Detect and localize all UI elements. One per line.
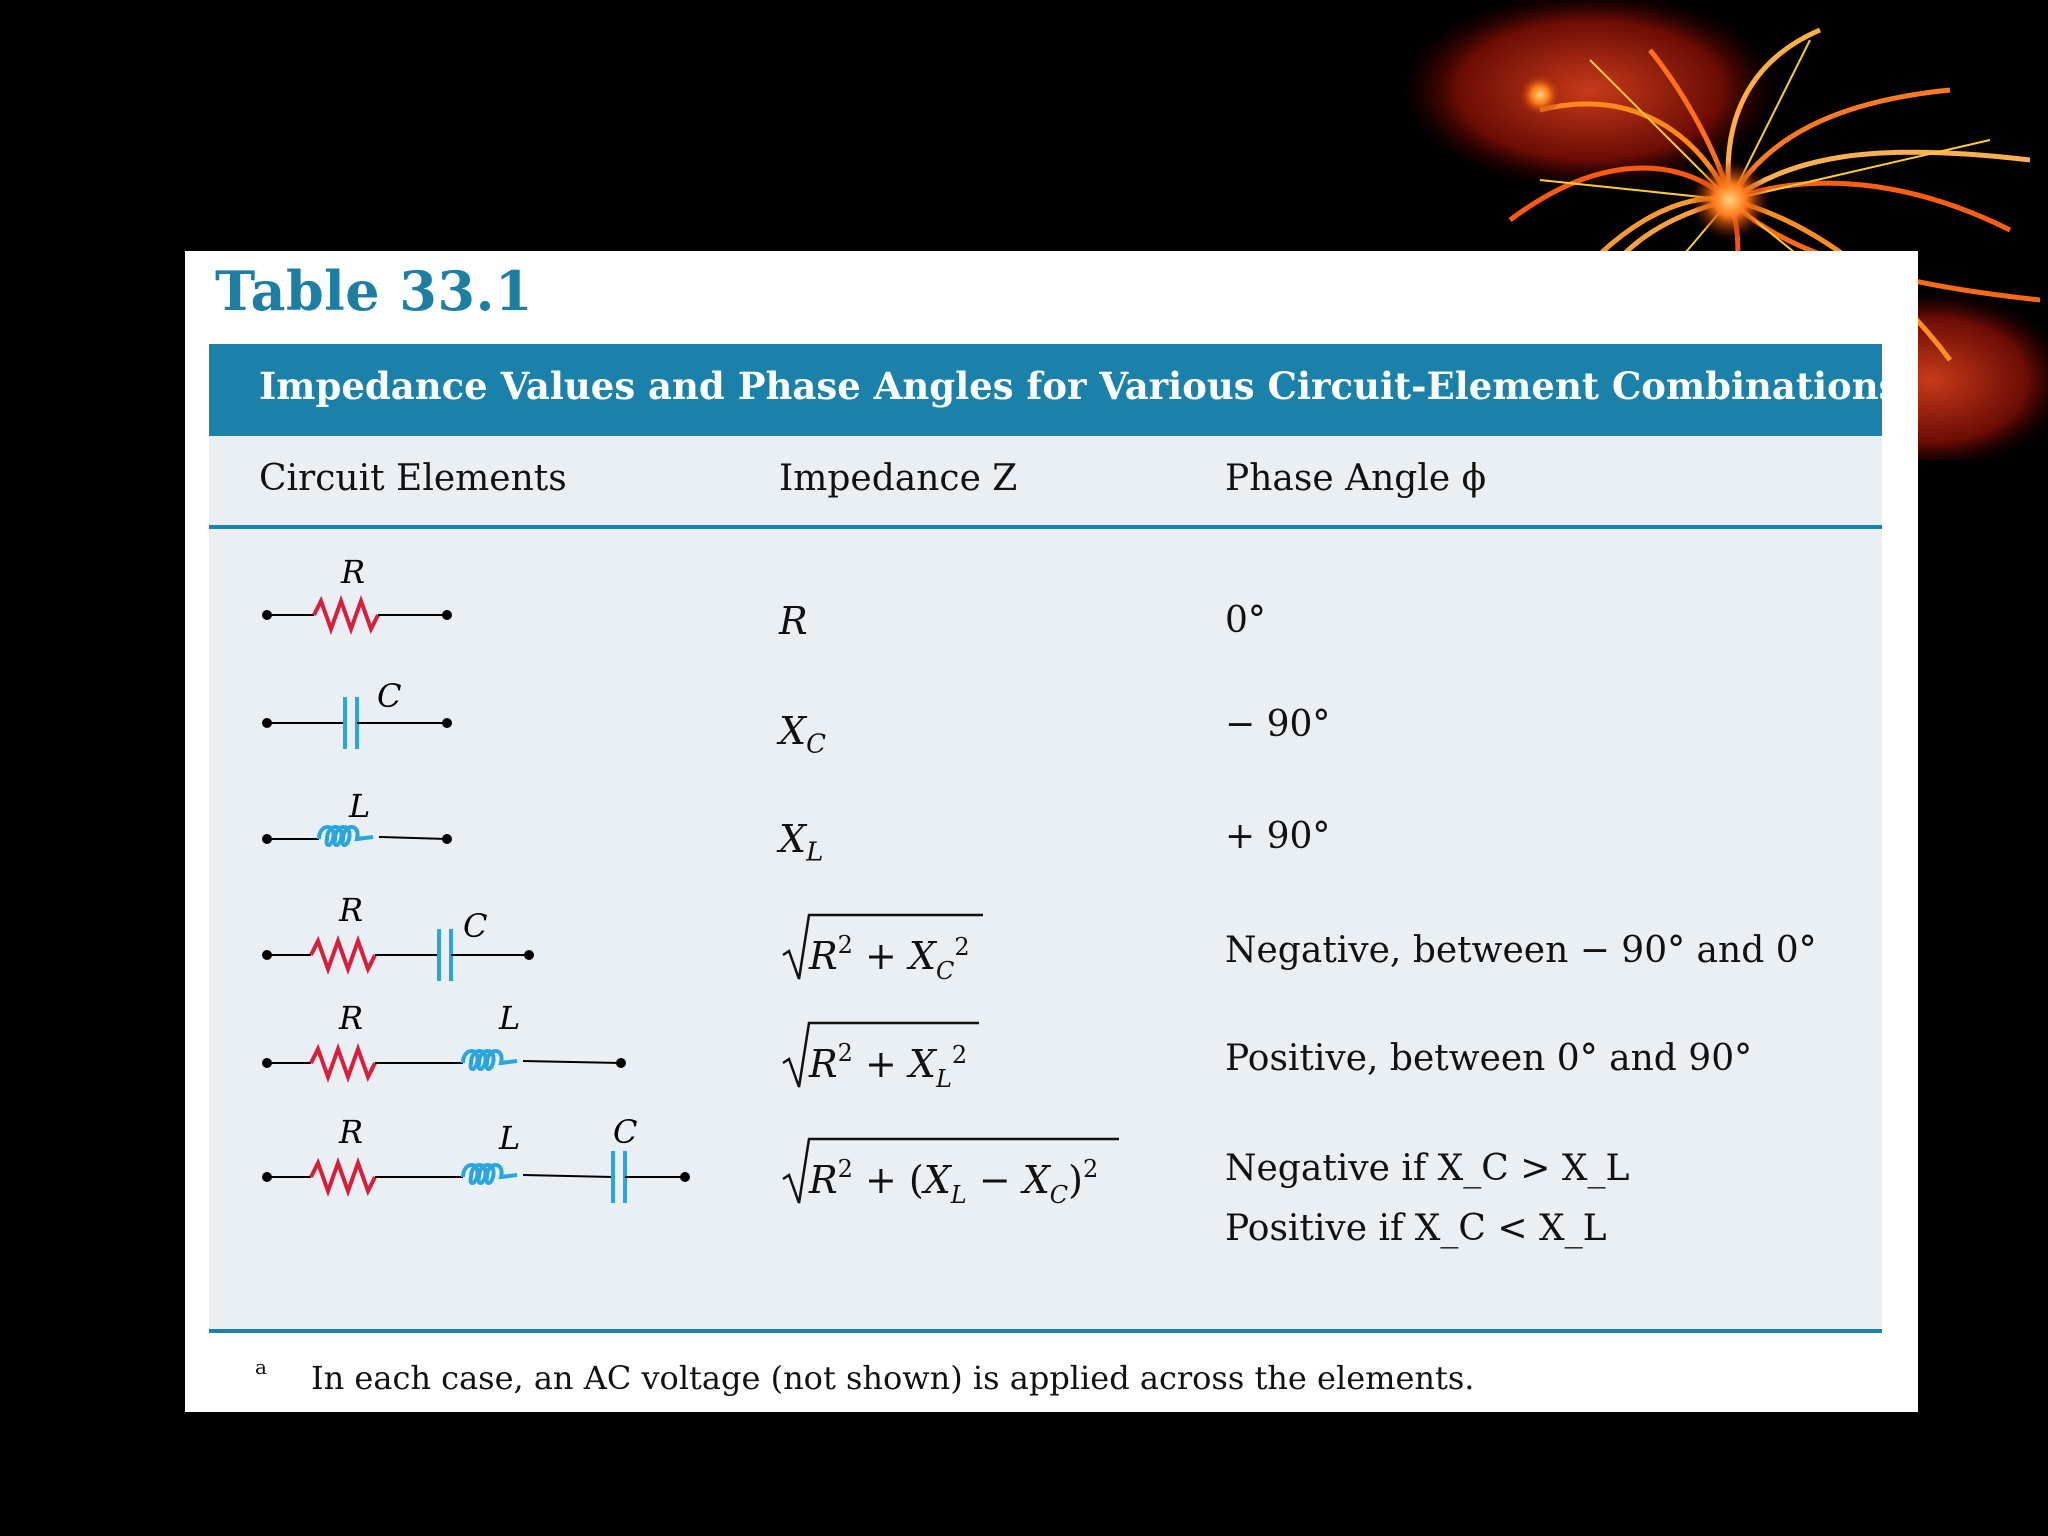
circuit-rlc-diagram <box>209 1109 729 1219</box>
table-number: Table 33.1 <box>215 259 533 323</box>
circuit-rc-diagram <box>209 891 629 991</box>
circuit-l-diagram <box>209 777 629 877</box>
circuit-label-r: R <box>339 999 364 1037</box>
phase-angle-value: − 90° <box>1225 704 1331 745</box>
table-card <box>185 251 1918 1412</box>
phase-negative-condition: Negative if X_C > X_L <box>1225 1148 1630 1189</box>
table-row <box>209 999 1882 1099</box>
phase-positive-condition: Positive if X_C < X_L <box>1225 1208 1607 1249</box>
table-row <box>209 891 1882 991</box>
table-title-text: Impedance Values and Phase Angles for Various Circuit-Element Combinations <box>259 364 1900 408</box>
circuit-label-c: C <box>377 677 402 715</box>
circuit-label-l: L <box>499 1119 521 1157</box>
circuit-label-r: R <box>341 553 366 591</box>
svg-text:R2 + XL2: $R^2 + X_L^2$ <box>809 1039 968 1093</box>
table-row <box>209 549 1882 649</box>
circuit-rl-diagram <box>209 999 629 1099</box>
circuit-c-diagram <box>209 669 629 769</box>
impedance-formula-rc <box>779 909 1039 989</box>
table-title-banner <box>209 344 1914 436</box>
impedance-value <box>779 1133 1139 1222</box>
circuit-label-c: C <box>613 1113 638 1151</box>
impedance-formula-rl <box>779 1017 1039 1097</box>
footnote-text: In each case, an AC voltage (not shown) is applied across the elements. <box>311 1359 1475 1397</box>
circuit-label-c: C <box>463 907 488 945</box>
impedance-value <box>779 1017 1039 1106</box>
table-row <box>209 1109 1882 1279</box>
svg-text:R2 + XC2: $R^2 + X_C^2$ <box>809 931 970 985</box>
phase-angle-value: 0° <box>1225 600 1266 641</box>
table-title <box>259 364 1914 408</box>
column-header-phase-angle: Phase Angle ϕ <box>1225 458 1487 499</box>
table-row <box>209 669 1882 769</box>
column-header-circuit-elements: Circuit Elements <box>259 458 567 499</box>
svg-text:R2 + (XL − XC)2: $R^2 + (X_L - X_C)^2$ <box>809 1155 1099 1209</box>
impedance-value: R <box>779 599 808 643</box>
resistor-symbol <box>314 601 378 629</box>
impedance-value: $X_L$ <box>779 817 824 868</box>
circuit-label-l: L <box>499 999 521 1037</box>
column-header-impedance: Impedance Z <box>779 458 1018 499</box>
circuit-label-l: L <box>349 787 371 825</box>
impedance-value: $X_C$ <box>779 709 826 760</box>
impedance-formula-rlc <box>779 1133 1139 1213</box>
phase-angle-value: Negative, between − 90° and 0° <box>1225 930 1817 971</box>
title-footnote-mark: a <box>1899 365 1914 392</box>
table-header-row <box>209 436 1882 529</box>
impedance-value <box>779 909 1039 998</box>
circuit-label-r: R <box>339 1113 364 1151</box>
phase-angle-value <box>1225 1139 1629 1259</box>
phase-angle-value: + 90° <box>1225 816 1331 857</box>
circuit-r-diagram <box>209 549 629 649</box>
footnote-mark: a <box>255 1355 267 1379</box>
phase-angle-value: Positive, between 0° and 90° <box>1225 1038 1753 1079</box>
table-body <box>209 529 1882 1333</box>
table-row <box>209 777 1882 877</box>
inductor-symbol <box>319 827 373 845</box>
circuit-label-r: R <box>339 891 364 929</box>
